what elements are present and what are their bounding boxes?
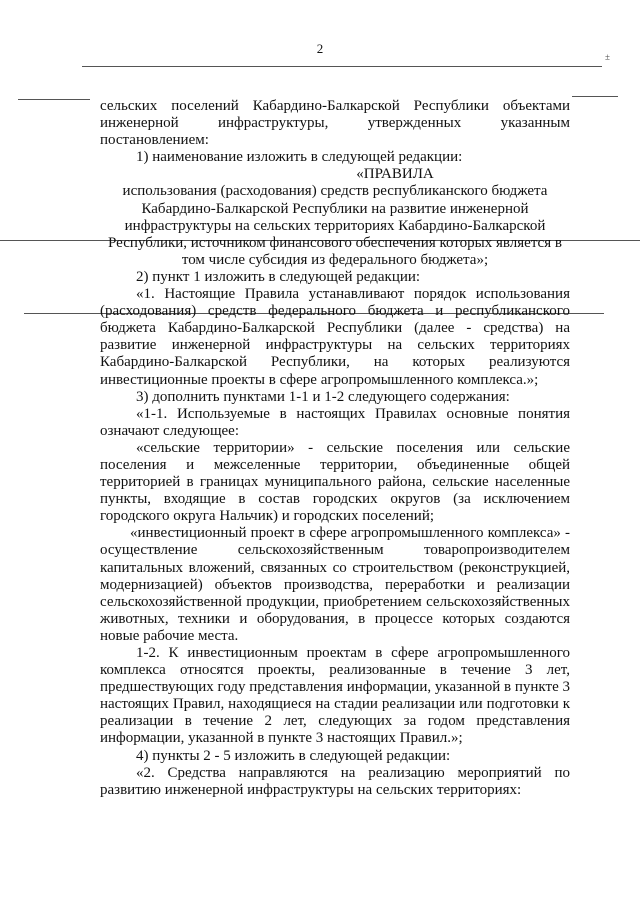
paragraph-item-1: 1) наименование изложить в следующей редакции: [136,149,463,166]
scan-line-left [18,99,90,100]
header-rule [82,66,602,67]
paragraph-item-2: 2) пункт 1 изложить в следующей редакции: [136,268,421,285]
rules-subtitle: использования (расходования) средств республиканского бюджета Кабардино-Балкарской Республики на развитие инженерной инфраструктуры на сельских территориях Кабардино-Балкарской Республики, источником финансового обеспечения которых является в том числе субсидия из федерального бюджета»; [108,183,562,268]
paragraph-clause-1: «1. Настоящие Правила устанавливают порядок использования (расходования) средств федерального бюджета и республиканского бюджета Кабардино-Балкарской Республики (далее - средства) на развитие инженерной инфраструктуры на сельских территориях Кабардино-Балкарской Республики, на которых реализуются инвестиционные проекты в сфере агропромышленного комплекса.»; [100,286,570,388]
paragraph-clause-1-1: «1-1. Используемые в настоящих Правилах основные понятия означают следующее: [100,405,570,439]
paragraph-item-3: 3) дополнить пунктами 1-1 и 1-2 следующего содержания: [136,388,510,405]
page-number: 2 [316,41,324,56]
paragraph-clause-1-2: 1-2. К инвестиционным проектам в сфере агропромышленного комплекса относятся проекты, реализованные в течение 3 лет, предшествующих году представления информации, указанной в пункте 3 настоящих Правил, находящиеся на стадии реализации или подготовки к реализации в течение 2 лет, следующих за годом представления информации, указанной в пункте 3 настоящих Правил.»; [100,645,570,747]
scan-line-right [572,96,618,97]
rules-title: «ПРАВИЛА [356,166,434,183]
paragraph-intro: сельских поселений Кабардино-Балкарской Республики объектами инженерной инфраструктуры, утвержденных указанным постановлением: [100,98,570,149]
paragraph-clause-2: «2. Средства направляются на реализацию мероприятий по развитию инженерной инфраструктуры на сельских территориях: [100,764,570,798]
corner-mark: ± [605,52,610,62]
paragraph-item-4: 4) пункты 2 - 5 изложить в следующей редакции: [136,747,451,764]
document-body [100,98,570,799]
definition-investment-project: «инвестиционный проект в сфере агропромышленного комплекса» - осуществление сельскохозяйственным товаропроизводителем капитальных вложений, связанных со строительством (реконструкцией, модернизацией) объектов производства, переработки и реализации сельскохозяйственной продукции, приобретением сельскохозяйственных животных, техники и оборудования, в процессе которых создаются новые рабочие места. [100,525,570,644]
definition-rural-territories: «сельские территории» - сельские поселения или сельские поселения и межселенные территории, объединенные общей территорией в границах муниципального района, сельские населенные пункты, входящие в состав городских округов (за исключением городского округа Нальчик) и городских поселений; [100,439,570,525]
